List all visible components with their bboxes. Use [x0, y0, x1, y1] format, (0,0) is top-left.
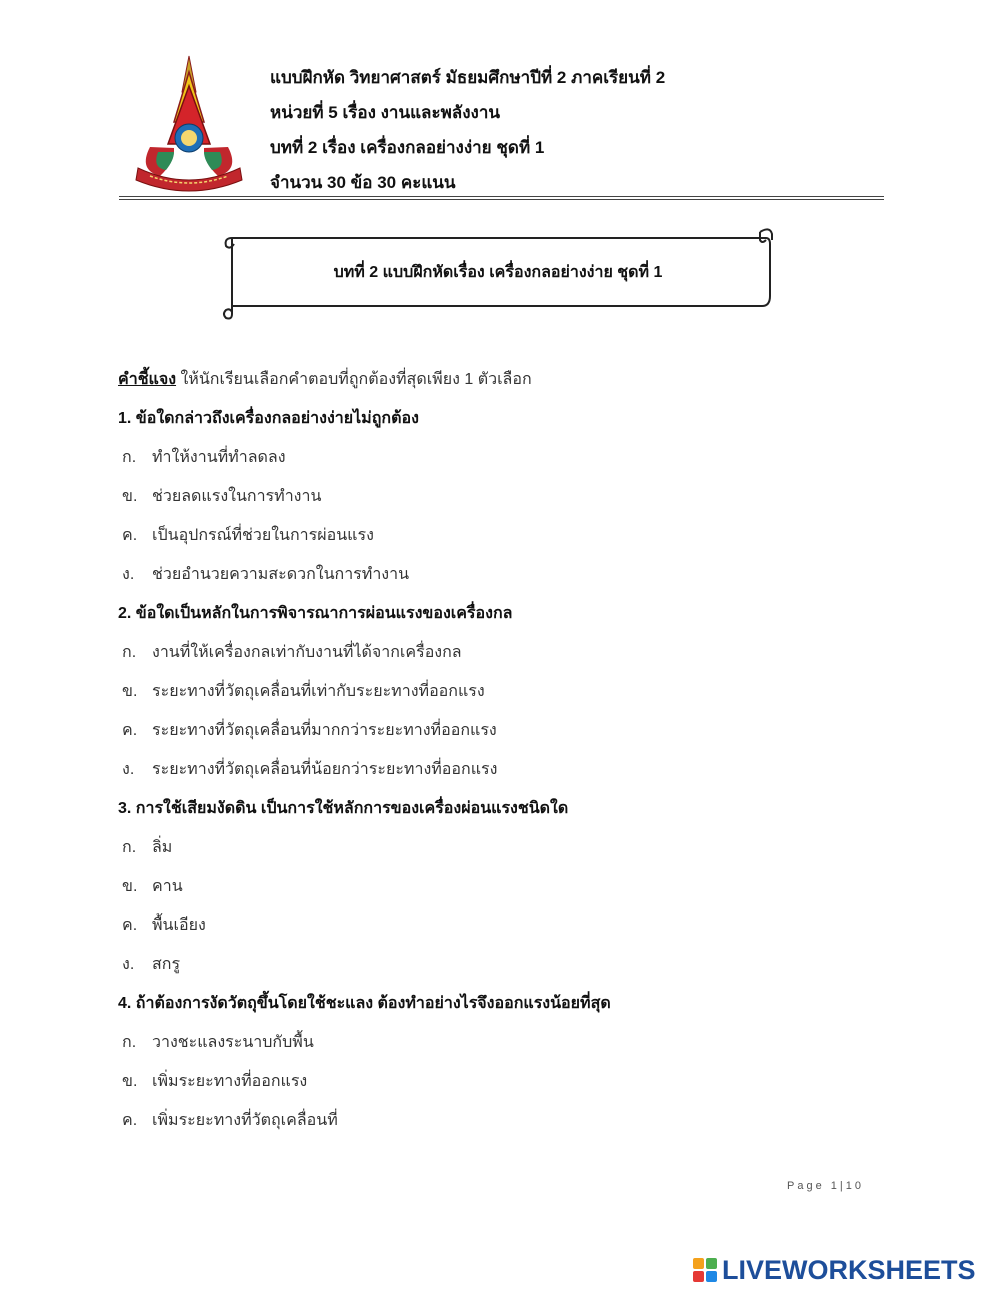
option-4-c[interactable] [118, 1101, 878, 1140]
brand-name: LIVEWORKSHEETS [722, 1254, 976, 1285]
header-divider-secondary [119, 199, 884, 200]
option-2-b[interactable] [118, 672, 878, 711]
option-text: ช่วยลดแรงในการทำงาน [152, 488, 322, 505]
header-divider [119, 196, 884, 197]
option-1-b[interactable] [118, 477, 878, 516]
liveworksheets-logo-icon [692, 1257, 718, 1283]
header-text-block [270, 60, 665, 200]
option-letter: ค. [122, 1112, 138, 1129]
option-2-c[interactable] [118, 711, 878, 750]
option-3-c[interactable] [118, 906, 878, 945]
option-letter: ค. [122, 722, 138, 739]
option-text: งานที่ให้เครื่องกลเท่ากับงานที่ได้จากเครื่องกล [152, 644, 462, 661]
option-letter: ก. [122, 839, 137, 856]
option-3-d[interactable] [118, 945, 878, 984]
worksheet-content [118, 360, 878, 1140]
option-1-a[interactable] [118, 438, 878, 477]
option-text: วางชะแลงระนาบกับพื้น [152, 1034, 314, 1051]
option-text: ระยะทางที่วัตถุเคลื่อนที่น้อยกว่าระยะทางที่ออกแรง [152, 761, 498, 778]
option-letter: ข. [122, 488, 138, 505]
option-letter: ข. [122, 683, 138, 700]
header-line-unit: หน่วยที่ 5 เรื่อง งานและพลังงาน [270, 103, 500, 122]
header-line-count: จำนวน 30 ข้อ 30 คะแนน [270, 173, 456, 192]
banner-title: บทที่ 2 แบบฝึกหัดเรื่อง เครื่องกลอย่างง่าย ชุดที่ 1 [333, 264, 663, 281]
page-number: Page 1|10 [787, 1180, 864, 1192]
option-letter: ง. [122, 566, 135, 583]
option-letter: ค. [122, 917, 138, 934]
option-letter: ข. [122, 878, 138, 895]
option-text: ช่วยอำนวยความสะดวกในการทำงาน [152, 566, 410, 583]
option-letter: ค. [122, 527, 138, 544]
option-4-b[interactable] [118, 1062, 878, 1101]
header-line-chapter: บทที่ 2 เรื่อง เครื่องกลอย่างง่าย ชุดที่ 1 [270, 138, 545, 157]
question-3: 3. การใช้เสียมงัดดิน เป็นการใช้หลักการของเครื่องผ่อนแรงชนิดใด [118, 800, 569, 817]
option-letter: ง. [122, 761, 135, 778]
option-2-a[interactable] [118, 633, 878, 672]
option-letter: ก. [122, 1034, 137, 1051]
instructions [118, 360, 878, 399]
question-1: 1. ข้อใดกล่าวถึงเครื่องกลอย่างง่ายไม่ถูกต้อง [118, 410, 419, 427]
question-2: 2. ข้อใดเป็นหลักในการพิจารณาการผ่อนแรงของเครื่องกล [118, 605, 513, 622]
option-letter: ง. [122, 956, 135, 973]
option-text: ทำให้งานที่ทำลดลง [152, 449, 286, 466]
option-1-d[interactable] [118, 555, 878, 594]
option-text: ระยะทางที่วัตถุเคลื่อนที่มากกว่าระยะทางที่ออกแรง [152, 722, 497, 739]
option-letter: ก. [122, 644, 137, 661]
question-4: 4. ถ้าต้องการงัดวัตถุขึ้นโดยใช้ชะแลง ต้องทำอย่างไรจึงออกแรงน้อยที่สุด [118, 995, 611, 1012]
school-emblem-icon [130, 52, 248, 194]
instructions-text: ให้นักเรียนเลือกคำตอบที่ถูกต้องที่สุดเพียง 1 ตัวเลือก [176, 371, 532, 388]
instructions-label: คำชี้แจง [118, 371, 177, 388]
option-4-a[interactable] [118, 1023, 878, 1062]
option-letter: ก. [122, 449, 137, 466]
option-text: เป็นอุปกรณ์ที่ช่วยในการผ่อนแรง [152, 527, 374, 544]
option-text: ระยะทางที่วัตถุเคลื่อนที่เท่ากับระยะทางที่ออกแรง [152, 683, 485, 700]
option-text: เพิ่มระยะทางที่ออกแรง [152, 1073, 308, 1090]
option-2-d[interactable] [118, 750, 878, 789]
option-text: สกรู [152, 956, 181, 973]
option-letter: ข. [122, 1073, 138, 1090]
option-3-a[interactable] [118, 828, 878, 867]
option-3-b[interactable] [118, 867, 878, 906]
header-line-subject: แบบฝึกหัด วิทยาศาสตร์ มัธยมศึกษาปีที่ 2 ภาคเรียนที่ 2 [270, 68, 666, 87]
option-text: เพิ่มระยะทางที่วัตถุเคลื่อนที่ [152, 1112, 338, 1129]
option-text: ลิ่ม [152, 839, 173, 856]
brand-logo[interactable] [692, 1253, 976, 1287]
title-scroll-banner [222, 226, 774, 320]
option-1-c[interactable] [118, 516, 878, 555]
option-text: คาน [152, 878, 183, 895]
option-text: พื้นเอียง [152, 917, 206, 934]
